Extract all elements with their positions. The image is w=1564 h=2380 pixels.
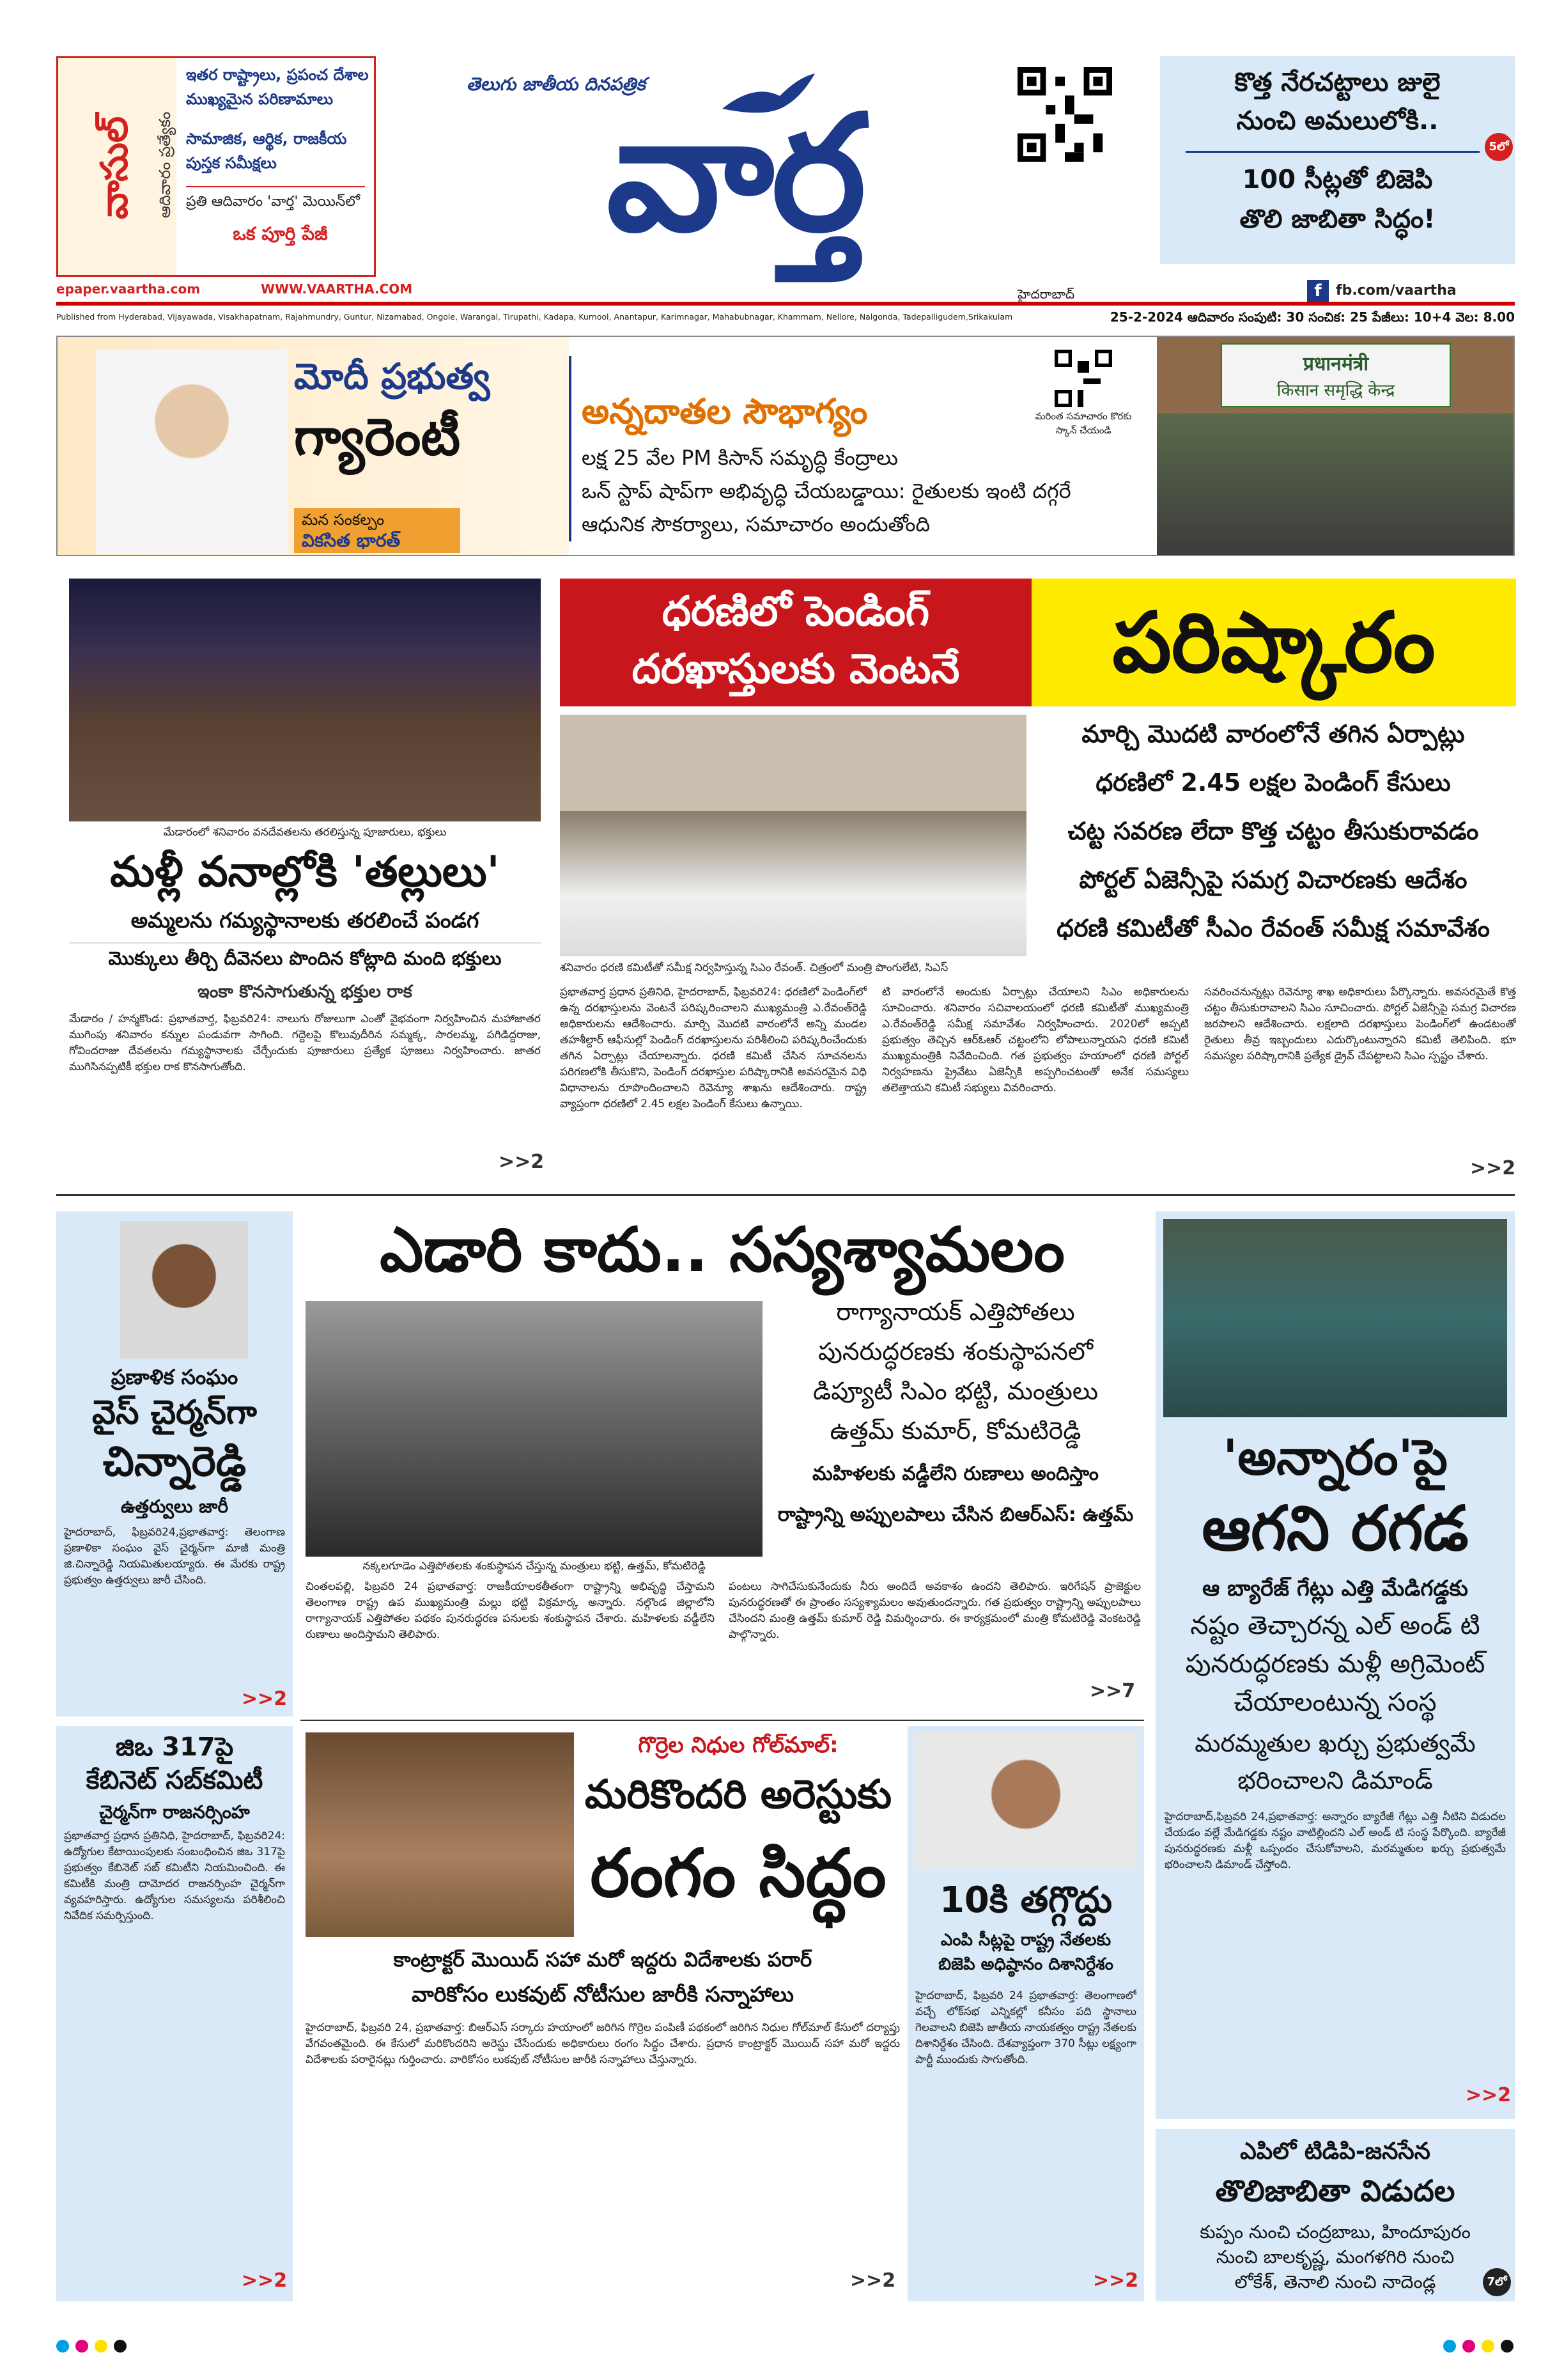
color-dot (1462, 2340, 1475, 2353)
ad-qr-note: మరింత సమాచారం కొరకు స్కాన్ చేయండి (1035, 410, 1132, 436)
promo-line: 100 సీట్లతో బిజెపి (1242, 165, 1433, 194)
go317-box (56, 1726, 293, 2301)
feature-sub: పునరుద్ధరణకు శంకుస్థాపనలో (817, 1337, 1094, 1365)
sheep-body: హైదరాబాద్, ఫిబ్రవరి 24, ప్రభాతవార్త: బిఆర్ఎస్ సర్కారు హయాంలో జరిగిన గొర్రెల పంపిణీ పథకంలో జరిగిన నిధుల గోల్‌మాల్ కేసులో దర్యాప్తు వేగవంతమైంది. ఈ కేసులో మరికొందరిని అరెస్టు చేసేందుకు అధికారులు రంగం సిద్ధం చేశారు. ప్రధాన కాంట్రాక్టర్ మొయిద్ సహా మరో ఇద్దరు విదేశాలకు పరారైనట్లు గుర్తించారు. వారికోసం లుకవుట్ నోటీసుల జారీకి సన్నాహాలు చేస్తున్నారు. (306, 2021, 900, 2066)
masthead (0, 0, 1564, 339)
ad-line: ఒన్ స్టాప్ షాప్‌గా అభివృద్ధి చేయబడ్డాయి: రైతులకు ఇంటి దగ్గరే (582, 479, 1071, 503)
ad-headline: అన్నదాతల సౌభాగ్యం (582, 391, 868, 432)
social-handle[interactable]: fb.com/vaartha (1336, 283, 1457, 299)
annaram-sub: భరించాలని డిమాండ్ (1237, 1766, 1433, 1794)
bjp-headline: 10కి తగ్గొద్దు (939, 1879, 1113, 1921)
sign-text: प्रधानमंत्री (1303, 353, 1369, 375)
sign-text: किसान समृद्धि केन्द्र (1276, 381, 1395, 400)
feature-body-col: పంటలు సాగిచేసుకునేందుకు నీరు అందిదే అవకాశం ఉందని తెలిపారు. ఇరిగేషన్ ప్రాజెక్టుల పునరుద్ధరణతో ఈ ప్రాంతం సస్యశ్యామలం అవుతుందన్నారు. గత ప్రభుత్వం రాష్ట్రాన్ని అప్పులపాలు చేసిందని మంత్రి ఉత్తమ్ కుమార్ రెడ్డి విమర్శించారు. ఈ కార్యక్రమంలో మంత్రి కోమటిరెడ్డి వెంకటరెడ్డి పాల్గొన్నారు. (729, 1580, 1141, 1641)
epaper-url[interactable]: epaper.vaartha.com (56, 281, 201, 297)
annaram-box (1156, 1211, 1515, 2119)
promo-line: ముఖ్యమైన పరిణామాలు (186, 90, 334, 108)
masthead-rule (56, 302, 1515, 306)
color-dot (75, 2340, 88, 2353)
ad-slogan: మన సంకల్పం (302, 511, 385, 529)
ad-banner[interactable] (56, 336, 1515, 556)
sheep-sub: కాంట్రాక్టర్ మొయిద్ సహా మరో ఇద్దరు విదేశాలకు పరార్ (393, 1948, 812, 1972)
go317-headline: కేబినెట్ సబ్‌కమిటీ (86, 1766, 263, 1795)
sheep-headline: రంగం సిద్ధం (590, 1834, 887, 1912)
annaram-headline: ఆగని రగడ (1202, 1493, 1469, 1564)
annaram-more-link[interactable]: >>2 (1466, 2084, 1512, 2106)
lead-body-col: సవరించనున్నట్లు రెవెన్యూ శాఖ అధికారులు పేర్కొన్నారు. అవసరమైతే కొత్త చట్టం తీసుకురావాలని సిఎం సూచించారు. పోర్టల్ ఏజెన్సీపై సమగ్ర విచారణ జరపాలని ఆదేశించారు. లక్షలాది దరఖాస్తులు పెండింగ్‌లో ఉండటంతో రైతులు తీవ్ర ఇబ్బందులు ఎదుర్కొంటున్నారని కమిటీ తెలిపింది. భూ సమస్యల పరిష్కారానికి ప్రత్యేక డ్రైవ్ చేపట్టాలని సిఎం స్పష్టం చేశారు. (1204, 986, 1516, 1062)
section-rule (56, 1194, 1515, 1196)
color-dot (56, 2340, 69, 2353)
promo-line: ఒక పూర్తి పేజీ (233, 223, 328, 244)
website-url[interactable]: WWW.VAARTHA.COM (261, 281, 413, 297)
right-promo[interactable] (1160, 56, 1515, 264)
medaram-sub: ఇంకా కొనసాగుతున్న భక్తుల రాక (197, 982, 412, 1002)
annaram-headline: 'అన్నారం'పై (1223, 1429, 1448, 1486)
chinna-photo (120, 1221, 248, 1358)
go317-sub: చైర్మన్‌గా రాజనర్సింహ (99, 1801, 250, 1823)
feature-sub: ఉత్తమ్ కుమార్, కోమటిరెడ్డి (830, 1417, 1081, 1445)
lead-subheads (1030, 715, 1516, 958)
promo-line: ఇతర రాష్ట్రాలు, ప్రపంచ దేశాల (186, 66, 369, 84)
feature-photo (306, 1301, 763, 1557)
bjp-more-link[interactable]: >>2 (1093, 2269, 1139, 2292)
kisan-kendra-photo (1157, 337, 1515, 555)
ad-title: గ్యారెంటీ (294, 407, 461, 467)
feature-sub-bold: రాష్ట్రాన్ని అప్పులపాలు చేసిన బిఆర్ఎస్: ఉత్తమ్ (777, 1504, 1134, 1526)
medaram-headline: మళ్లీ వనాల్లోకి 'తల్లులు' (110, 847, 500, 896)
lead-head-box (560, 579, 1032, 706)
medaram-caption: మేడారంలో శనివారం వనదేవతలను తరలిస్తున్న పూజారులు, భక్తులు (163, 826, 447, 839)
promo-divider (1186, 151, 1480, 153)
lead-caption: శనివారం ధరణి కమిటీతో సమీక్ష నిర్వహిస్తున్న సిఎం రేవంత్. చిత్రంలో మంత్రి పొంగులేటి, సిఎస్ (560, 961, 948, 974)
promo-line: పుస్తక సమీక్షలు (186, 154, 277, 172)
tdp-sub: లోకేశ్, తెనాలి నుంచి నాదెండ్ల (1234, 2271, 1436, 2292)
tdp-headline: ఎపిలో టిడిపి-జనసేన (1240, 2138, 1430, 2165)
city-label: హైదరాబాద్ (1018, 286, 1075, 302)
lead-sub: ధరణిలో 2.45 లక్షల పెండింగ్ కేసులు (1096, 768, 1451, 797)
color-dot (114, 2340, 127, 2353)
medaram-sub: అమ్మలను గమ్యస్థానాలకు తరలించే పండగ (130, 908, 479, 933)
tdp-box (1156, 2129, 1515, 2301)
facebook-icon: f (1307, 280, 1329, 302)
ad-qr-code-icon[interactable] (1055, 350, 1112, 407)
qr-code-icon[interactable] (1018, 67, 1112, 162)
medaram-photo (69, 579, 541, 821)
masthead-title: వార్త (606, 79, 864, 267)
promo-brand-block (58, 58, 176, 275)
tdp-sub: నుంచి బాలకృష్ణ, మంగళగిరి నుంచి (1216, 2246, 1455, 2267)
promo-line: కొత్త నేరచట్టాలు జులై (1234, 68, 1441, 97)
bjp-sub: ఎంపి సీట్లపై రాష్ట్ర నేతలకు (940, 1931, 1111, 1950)
promo-brand-sub: ఆదివారం ప్రత్యేకం (156, 111, 174, 219)
section-rule (300, 1720, 1144, 1721)
feature-headline: ఎడారి కాదు.. సస్యశ్యామలం (380, 1214, 1065, 1286)
go317-more-link[interactable]: >>2 (242, 2269, 288, 2292)
pm-portrait (96, 350, 288, 554)
annaram-sub: పునరుద్ధరణకు మళ్లీ అగ్రిమెంట్ (1185, 1649, 1485, 1679)
sheep-headline: మరికొందరి అరెస్టుకు (584, 1771, 892, 1817)
masthead-tagline: తెలుగు జాతీయ దినపత్రిక (467, 74, 646, 95)
promo-line: నుంచి అమలులోకి.. (1236, 106, 1439, 136)
chinna-kicker: ప్రణాళిక సంఘం (111, 1365, 238, 1389)
color-dot (1482, 2340, 1494, 2353)
lead-sub: చట్ట సవరణ లేదా కొత్త చట్టం తీసుకురావడం (1067, 817, 1479, 845)
ad-line: ఆధునిక సౌకర్యాలు, సమాచారం అందుతోంది (582, 512, 931, 536)
lead-head-line: దరఖాస్తులకు వెంటనే (631, 646, 960, 693)
feature-caption: నక్కలగూడెం ఎత్తిపోతలకు శంకుస్థాపన చేస్తున్న మంత్రులు భట్టి, ఉత్తమ్, కోమటిరెడ్డి (362, 1560, 706, 1573)
medaram-sub-box (69, 942, 541, 973)
feature-body-col: చింతలపల్లి, ఫిబ్రవరి 24 ప్రభాతవార్త: రాజకీయాలకతీతంగా రాష్ట్రాన్ని అభివృద్ధి చేస్తామని తెలంగాణ రాష్ట్ర ఉప ముఖ్యమంత్రి మల్లు భట్టి విక్రమార్క అన్నారు. నల్గొండ జిల్లాలోని రాగ్యానాయక్ ఎత్తిపోతల పథకం పునరుద్ధరణ పనులకు శంకుస్థాపన చేశారు. మహిళలకు వడ్డీలేని రుణాలు అందిస్తామని తెలిపారు. (306, 1580, 715, 1641)
sheep-sub: వారికోసం లుకవుట్ నోటీసుల జారీకి సన్నాహాలు (412, 1982, 794, 2007)
ad-divider (569, 356, 571, 541)
ad-slogan: వికసిత భారత్ (302, 530, 401, 551)
promo-line: సామాజిక, ఆర్థిక, రాజకీయ (186, 130, 347, 148)
page-ref-badge[interactable]: 7లో (1483, 2268, 1511, 2296)
feature-sub: డిప్యూటీ సిఎం భట్టి, మంత్రులు (813, 1377, 1098, 1405)
annaram-sub: మరమ్మతుల ఖర్చు ప్రభుత్వమే (1195, 1729, 1476, 1757)
color-dot (1501, 2340, 1514, 2353)
lead-head-main: పరిష్కారం (1112, 594, 1436, 691)
left-promo[interactable] (56, 56, 376, 277)
color-dot (95, 2340, 107, 2353)
promo-divider (186, 186, 365, 187)
annaram-sub: నష్టం తెచ్చారన్న ఎల్ అండ్ టి (1190, 1611, 1480, 1640)
promo-brand: వాసుల్ (92, 116, 136, 219)
chinna-box (56, 1211, 293, 1716)
bjp-sub: బిజెపి అధిష్ఠానం దిశానిర్దేశం (938, 1955, 1113, 1974)
annaram-sub: ఆ బ్యారేజ్ గేట్లు ఎత్తి మేడిగడ్డకు (1202, 1576, 1468, 1601)
tdp-sub: కుప్పం నుంచి చంద్రబాబు, హిందూపురం (1200, 2221, 1471, 2243)
lead-sub: మార్చి మొదటి వారంలోనే తగిన ఏర్పాట్లు (1081, 720, 1465, 748)
lead-sub: ధరణి కమిటీతో సీఎం రేవంత్ సమీక్ష సమావేశం (1057, 914, 1490, 942)
chinna-more-link[interactable]: >>2 (242, 1688, 288, 1710)
nadda-photo (914, 1732, 1138, 1870)
bjp-box (908, 1726, 1144, 2301)
lead-head-main-box (1032, 579, 1516, 706)
kendra-sign (1221, 343, 1451, 407)
date-line: 25-2-2024 ఆదివారం సంపుటి: 30 సంచిక: 25 పేజీలు: 10+4 వెల: 8.00 (1110, 309, 1515, 325)
chinna-sub: ఉత్తర్వులు జారీ (120, 1496, 229, 1517)
lead-more-link[interactable]: >>2 (1470, 1157, 1516, 1179)
tdp-headline: తొలిజాబితా విడుదల (1215, 2174, 1455, 2208)
medaram-more-link[interactable]: >>2 (499, 1151, 545, 1173)
registration-marks (56, 2337, 1515, 2356)
ad-title: మోదీ ప్రభుత్వ (294, 356, 490, 398)
annaram-body: హైదరాబాద్,ఫిబ్రవరి 24,ప్రభాతవార్త: అన్నారం బ్యారేజీ గేట్లు ఎత్తి నీటిని విడుదల చేయడం వల్లే మేడిగడ్డకు నష్టం వాటిల్లిందని ఎల్ అండ్ టి సంస్థ పేర్కొంది. బ్యారేజీ పునరుద్ధరణకు మళ్లీ ఒప్పందం చేసుకోవాలని, మరమ్మతుల ఖర్చు ప్రభుత్వమే భరించాలని డిమాండ్ చేస్తోంది. (1165, 1810, 1506, 1871)
promo-line: తొలి జాబితా సిద్ధం! (1239, 205, 1436, 234)
lead-sub: పోర్టల్ ఏజెన్సీపై సమగ్ర విచారణకు ఆదేశం (1079, 866, 1467, 894)
ad-slogan-box (294, 508, 460, 553)
medaram-sub: మొక్కులు తీర్చి దీవెనలు పొందిన కోట్లాది మంది భక్తులు (108, 947, 502, 969)
lead-body-col: ప్రభాతవార్త ప్రధాన ప్రతినిధి, హైదరాబాద్, ఫిబ్రవరి24: ధరణిలో పెండింగ్‌లో ఉన్న దరఖాస్తులను వెంటనే పరిష్కరించాలని ముఖ్యమంత్రి ఎ.రేవంత్‌రెడ్డి అధికారులను ఆదేశించారు. మార్చి మొదటి వారంలోనే అన్ని మండల తహశీల్దార్ ఆఫీసుల్లో పెండింగ్ దరఖాస్తులను పరిశీలించి పరిష్కరించేందుకు తగిన ఏర్పాట్లు చేయాలన్నారు. ధరణి కమిటీ చేసిన సూచనలను పరిగణలోకి తీసుకొని, పెండింగ్ దరఖాస్తుల పరిష్కారానికి అవసరమైన విధి విధానాలను రూపొందించాలని రెవెన్యూ శాఖను ఆదేశించారు. రాష్ట్ర వ్యాప్తంగా ధరణిలో 2.45 లక్షల పెండింగ్ కేసులు ఉన్నాయి. (560, 986, 867, 1110)
feature-sub-bold: మహిళలకు వడ్డీలేని రుణాలు అందిస్తాం (812, 1463, 1099, 1485)
go317-headline: జిఒ 317పై (115, 1732, 234, 1762)
feature-sub: రాగ్యానాయక్ ఎత్తిపోతలు (836, 1298, 1075, 1326)
annaram-photo (1163, 1219, 1507, 1417)
medaram-body: మేడారం / హన్మకొండ: ప్రభాతవార్త, ఫిబ్రవరి24: నాలుగు రోజులుగా ఎంతో వైభవంగా నిర్వహించిన మహాజాతర ముగింపు శనివారం కన్నుల పండువగా సాగింది. గద్దెలపై కొలువుదీరిన సమ్మక్క, సారలమ్మ, పగిడిద్దరాజు, గోవిందరాజు దేవతలను గమ్యస్థానాలకు చేర్చేందుకు పూజారులు ప్రత్యేక పూజలు నిర్వహించారు. జాతర ముగిసినప్పటికీ భక్తుల రాక కొనసాగుతోంది. (69, 1013, 541, 1073)
sheep-kicker: గొర్రెల నిధుల గోల్‌మాల్: (638, 1732, 839, 1758)
chinna-body: హైదరాబాద్, ఫిబ్రవరి24,ప్రభాతవార్త: తెలంగాణ ప్రణాళికా సంఘం వైస్ చైర్మన్‌గా మాజీ మంత్రి జి.చిన్నారెడ్డి నియమితులయ్యారు. ఈ మేరకు రాష్ట్ర ప్రభుత్వం ఉత్తర్వులు జారీ చేసింది. (64, 1526, 285, 1587)
feature-more-link[interactable]: >>7 (1090, 1680, 1136, 1702)
chinna-headline: చిన్నారెడ్డి (102, 1438, 247, 1486)
sheep-more-link[interactable]: >>2 (850, 2269, 896, 2292)
published-from: Published from Hyderabad, Vijayawada, Visakhapatnam, Rajahmundry, Guntur, Nizamabad, Ongole, Warangal, Tirupathi, Kadapa, Kurnool, Anantapur, Karimnagar, Mahabubnagar, Khammam, Nellore, Nalgonda, Tadepalligudem,Srikakulam (56, 312, 1013, 322)
promo-line: ప్రతి ఆదివారం 'వార్త' మెయిన్‌లో (186, 194, 360, 210)
chinna-headline: వైస్ చైర్మన్‌గా (92, 1394, 257, 1432)
lead-head-line: ధరణిలో పెండింగ్ (662, 588, 930, 635)
page-ref-badge[interactable]: 5లో (1485, 133, 1513, 161)
go317-body: ప్రభాతవార్త ప్రధాన ప్రతినిధి, హైదరాబాద్, ఫిబ్రవరి24: ఉద్యోగుల కేటాయింపులకు సంబంధించిన జిఒ 317పై ప్రభుత్వం కేబినెట్ సబ్ కమిటీని నియమించింది. ఈ కమిటీకి మంత్రి దామోదర రాజనర్సింహ చైర్మన్‌గా వ్యవహరిస్తారు. ఉద్యోగుల సమస్యలను పరిశీలించి నివేదిక సమర్పిస్తుంది. (64, 1830, 285, 1922)
annaram-sub: చేయాలంటున్న సంస్థ (1234, 1688, 1437, 1717)
dharani-meeting-photo (560, 715, 1026, 956)
color-dot (1443, 2340, 1456, 2353)
sheep-photo (306, 1732, 574, 1937)
ad-line: లక్ష 25 వేల PM కిసాన్ సమృద్ధి కేంద్రాలు (582, 446, 898, 470)
bjp-body: హైదరాబాద్, ఫిబ్రవరి 24 ప్రభాతవార్త: తెలంగాణలో వచ్చే లోక్‌సభ ఎన్నికల్లో కనీసం పది స్థానాలు గెలవాలని బిజెపి జాతీయ నాయకత్వం రాష్ట్ర నేతలకు దిశానిర్దేశం చేసింది. దేశవ్యాప్తంగా 370 సీట్లు లక్ష్యంగా పార్టీ ముందుకు సాగుతోంది. (915, 1989, 1136, 2066)
lead-body-col: టి వారంలోనే అందుకు ఏర్పాట్లు చేయాలని సిఎం అధికారులను సూచించారు. శనివారం సచివాలయంలో ధరణి కమిటీతో ముఖ్యమంత్రి ఎ.రేవంత్‌రెడ్డి సమీక్ష సమావేశం నిర్వహించారు. 2020లో అప్పటి ప్రభుత్వం తెచ్చిన ఆర్‌ఓఆర్ చట్టంలోని లోపాలున్నాయని ధరణి కమిటీ ముఖ్యమంత్రికి నివేదించింది. గత ప్రభుత్వం హయాంలో ధరణి పోర్టల్ నిర్వహణను ప్రైవేటు ఏజెన్సీకి అప్పగించటంతో అనేక సమస్యలు తలెత్తాయని కమిటీ సభ్యులు వివరించారు. (882, 986, 1189, 1094)
